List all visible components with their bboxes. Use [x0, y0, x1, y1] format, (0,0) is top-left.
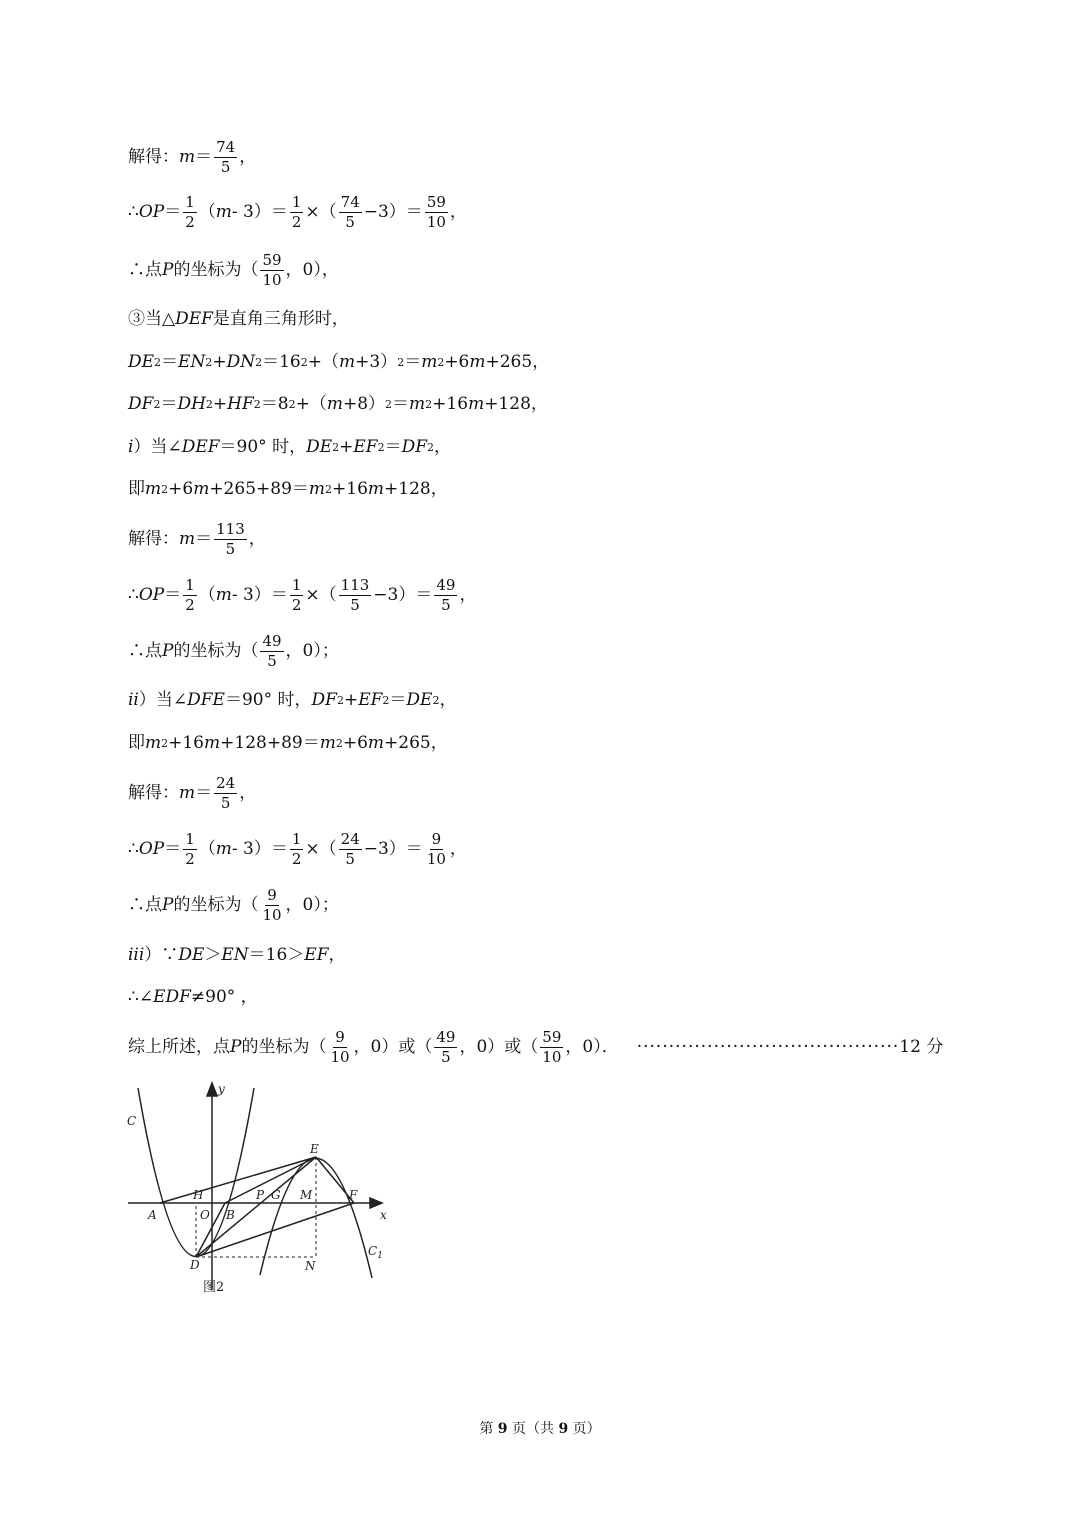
text: ）当∠ — [133, 437, 182, 457]
label-e: E — [310, 1142, 319, 1156]
text: + — [339, 437, 354, 457]
denominator: 2 — [185, 596, 195, 614]
text: ∴ — [128, 585, 139, 605]
label-n: N — [305, 1259, 316, 1273]
roman-numeral: ii — [128, 690, 139, 710]
text: −3）＝ — [373, 585, 433, 605]
text: 即 — [128, 479, 145, 499]
roman-numeral: i — [128, 437, 134, 457]
var: m — [204, 733, 221, 753]
text: ＝ — [392, 394, 410, 414]
text: ， — [328, 945, 346, 965]
label-g: G — [271, 1188, 281, 1202]
text: ＝ — [404, 352, 422, 372]
text: ×（ — [305, 585, 337, 605]
var-p: P — [162, 641, 174, 661]
text: +（ — [307, 352, 339, 372]
numerator: 74 — [340, 193, 360, 211]
text: 是直角三角形时， — [212, 309, 349, 329]
var-op: OP — [138, 202, 165, 222]
numerator: 1 — [291, 576, 302, 594]
denominator: 5 — [441, 596, 451, 614]
numerator: 24 — [340, 830, 360, 848]
text: ， — [459, 585, 477, 605]
text: ＝ — [389, 690, 407, 710]
denominator: 2 — [291, 213, 302, 231]
var-def: DEF — [175, 309, 213, 329]
var: DF — [128, 394, 154, 414]
leader-dots: ········································· — [636, 1037, 900, 1057]
text: ， — [239, 147, 257, 167]
var: DF — [401, 437, 428, 457]
label-p: P — [256, 1188, 265, 1202]
numerator: 49 — [436, 1028, 456, 1046]
var-m: m — [215, 839, 232, 859]
label-a: A — [148, 1208, 157, 1222]
text: +6 — [168, 479, 194, 499]
numerator: 1 — [291, 830, 302, 848]
denominator: 10 — [426, 213, 446, 231]
var: EN — [221, 945, 249, 965]
text: ＝ — [195, 147, 213, 167]
text: ， — [449, 202, 467, 222]
text: ＝90° 时， — [224, 690, 312, 710]
text: ＝ — [164, 839, 182, 859]
var-m: m — [215, 202, 232, 222]
text: 解得： — [128, 147, 179, 167]
de-squared-line: DE 2 ＝ EN 2 + DN 2 ＝16 2 +（ m +3） 2 ＝ m 2 +6 m +265， — [128, 352, 550, 372]
denominator: 10 — [262, 271, 282, 289]
text: ×（ — [305, 202, 337, 222]
text: ≠90° ， — [190, 987, 258, 1007]
text: +（ — [295, 394, 327, 414]
var-m: m — [179, 783, 196, 803]
numerator: 113 — [340, 576, 370, 594]
text: 综上所述，点 — [128, 1037, 230, 1057]
text: 页） — [568, 1421, 601, 1437]
text: ＝16＞ — [248, 945, 305, 965]
text: +16 — [168, 733, 205, 753]
text: ， — [434, 437, 452, 457]
var: DE — [406, 690, 433, 710]
denominator: 5 — [220, 158, 231, 176]
var-op: OP — [138, 839, 165, 859]
var: m — [326, 394, 343, 414]
var: m — [409, 394, 426, 414]
text: +128， — [484, 394, 548, 414]
label-c1-sub: 1 — [377, 1251, 383, 1261]
var-m: m — [179, 529, 196, 549]
text: ＝90° 时， — [219, 437, 307, 457]
var: m — [308, 479, 326, 499]
text: −3）＝ — [363, 839, 423, 859]
text: ，0）， — [285, 260, 339, 280]
label-d: D — [190, 1258, 200, 1272]
text: ×（ — [305, 839, 337, 859]
text: ＝8 — [260, 394, 289, 414]
page-footer — [0, 1418, 1080, 1438]
label-c: C — [127, 1114, 137, 1128]
denominator: 5 — [345, 850, 355, 868]
var: EF — [304, 945, 329, 965]
text: ， — [449, 839, 467, 859]
numerator: 24 — [216, 774, 236, 792]
text: ＝ — [164, 585, 182, 605]
df-squared-line: DF 2 ＝ DH 2 + HF 2 ＝8 2 +（ m +8） 2 ＝ m 2 +16 m +128， — [128, 394, 548, 414]
text: ＝ — [195, 529, 213, 549]
denominator: 2 — [291, 850, 302, 868]
text: 的坐标为（ — [241, 1037, 327, 1057]
label-o: O — [200, 1208, 210, 1222]
text: +6 — [342, 733, 368, 753]
text: +16 — [432, 394, 469, 414]
label-c1 — [368, 1244, 383, 1261]
numerator: 59 — [262, 251, 282, 269]
text: ， — [239, 783, 257, 803]
label-b: B — [226, 1208, 235, 1222]
var-p: P — [162, 260, 174, 280]
text: 的坐标为（ — [173, 895, 259, 915]
var: DE — [128, 352, 155, 372]
text: ，0）． — [565, 1037, 619, 1057]
text: （ — [198, 585, 216, 605]
var-m: m — [215, 585, 232, 605]
text: （ — [198, 839, 216, 859]
var: m — [421, 352, 438, 372]
denominator: 5 — [220, 794, 231, 812]
text: ∴ — [128, 839, 139, 859]
label-x: x — [380, 1208, 387, 1222]
var: DFE — [187, 690, 225, 710]
var: HF — [227, 394, 254, 414]
var: DEF — [181, 437, 220, 457]
denominator: 5 — [267, 652, 277, 670]
numerator: 1 — [185, 830, 195, 848]
var: EDF — [153, 987, 191, 1007]
label-f: F — [349, 1188, 358, 1202]
numerator: 59 — [426, 193, 446, 211]
text: ）当∠ — [138, 690, 188, 710]
numerator: 9 — [335, 1028, 345, 1046]
var: m — [145, 479, 162, 499]
text: ∴点 — [128, 895, 162, 915]
var: DE — [306, 437, 333, 457]
score-label: 12 分 — [899, 1037, 944, 1057]
var: DF — [311, 690, 337, 710]
label-c1-main: C — [368, 1244, 378, 1258]
case-ii-heading: ii ）当∠ DFE ＝90° 时， DF 2 + EF 2 ＝ DE 2 ， — [128, 690, 457, 710]
text: ， — [439, 690, 457, 710]
text: ＝ — [384, 437, 402, 457]
numerator: 1 — [185, 576, 195, 594]
x-axis-arrow — [370, 1198, 382, 1208]
text: +3） — [355, 352, 398, 372]
label-m: M — [300, 1188, 313, 1202]
text: +265， — [384, 733, 448, 753]
text: +265+89＝ — [209, 479, 309, 499]
text: ＝ — [195, 783, 213, 803]
page-number: 9 — [497, 1421, 508, 1437]
text: + — [212, 352, 227, 372]
denominator: 2 — [291, 596, 302, 614]
label-y: y — [218, 1082, 225, 1096]
text: ，0）； — [285, 641, 339, 661]
var: m — [319, 733, 336, 753]
text: ∴点 — [128, 641, 162, 661]
text: +8） — [342, 394, 386, 414]
var: m — [367, 733, 385, 753]
numerator: 1 — [291, 193, 302, 211]
y-axis-arrow — [207, 1083, 217, 1096]
equation-line-i: 即 m 2 +6 m +265+89＝ m 2 +16 m +128， — [128, 479, 448, 499]
denominator: 5 — [350, 596, 360, 614]
text: ， — [248, 529, 266, 549]
denominator: 10 — [330, 1048, 350, 1066]
segment-de — [196, 1157, 316, 1257]
text: −3）＝ — [363, 202, 423, 222]
text: 第 — [479, 1421, 498, 1437]
text: 的坐标为（ — [173, 641, 259, 661]
text: - 3）＝ — [231, 585, 288, 605]
text: + — [343, 690, 359, 710]
numerator: 59 — [542, 1028, 562, 1046]
roman-numeral: iii — [128, 945, 145, 965]
var: m — [339, 352, 356, 372]
label-h: H — [193, 1188, 204, 1202]
var-m: m — [179, 147, 196, 167]
var: m — [468, 394, 485, 414]
denominator: 5 — [345, 213, 355, 231]
denominator: 10 — [262, 906, 282, 924]
text: - 3）＝ — [231, 202, 288, 222]
denominator: 2 — [185, 213, 195, 231]
text: ＝16 — [262, 352, 301, 372]
text: ，0）； — [285, 895, 339, 915]
text: ∴点 — [128, 260, 162, 280]
text: ＞ — [204, 945, 222, 965]
text: ＝ — [164, 202, 182, 222]
var: EF — [353, 437, 378, 457]
var-p: P — [230, 1037, 242, 1057]
text: +128， — [384, 479, 448, 499]
text: 页（共 — [507, 1421, 559, 1437]
text: ，0）或（ — [459, 1037, 539, 1057]
text: （ — [198, 202, 216, 222]
numerator: 113 — [216, 520, 245, 538]
text: +128+89＝ — [220, 733, 320, 753]
var: EN — [178, 352, 206, 372]
text: ∴∠ — [128, 987, 154, 1007]
text: 解得： — [128, 783, 179, 803]
denominator: 10 — [426, 850, 446, 868]
denominator: 5 — [225, 540, 236, 558]
denominator: 2 — [185, 850, 195, 868]
text: ）∵ — [144, 945, 179, 965]
numerator: 49 — [436, 576, 456, 594]
denominator: 10 — [542, 1048, 562, 1066]
numerator: 9 — [267, 886, 277, 904]
text: ③当△ — [128, 309, 176, 329]
var-p: P — [162, 895, 174, 915]
text: ＝ — [161, 352, 179, 372]
var-op: OP — [138, 585, 165, 605]
page-total: 9 — [558, 1421, 569, 1437]
text: +265， — [485, 352, 550, 372]
text: + — [212, 394, 228, 414]
case-i-heading: i ）当∠ DEF ＝90° 时， DE 2 + EF 2 ＝ DF 2 ， — [128, 437, 452, 457]
numerator: 1 — [185, 193, 195, 211]
text: ，0）或（ — [353, 1037, 433, 1057]
text: 即 — [128, 733, 145, 753]
text: 解得： — [128, 529, 179, 549]
numerator: 49 — [262, 632, 282, 650]
var: DH — [177, 394, 206, 414]
text: +6 — [444, 352, 470, 372]
var: DE — [178, 945, 205, 965]
text: 的坐标为（ — [173, 260, 259, 280]
var: m — [469, 352, 486, 372]
figure-caption: 图2 — [203, 1280, 225, 1295]
equation-line-ii: 即 m 2 +16 m +128+89＝ m 2 +6 m +265， — [128, 733, 448, 753]
var: m — [193, 479, 210, 499]
var: DN — [226, 352, 256, 372]
text: ∴ — [128, 202, 139, 222]
text: - 3）＝ — [231, 839, 288, 859]
text: +16 — [332, 479, 368, 499]
numerator: 74 — [216, 138, 236, 156]
var: EF — [358, 690, 383, 710]
denominator: 5 — [441, 1048, 451, 1066]
var: m — [367, 479, 385, 499]
text: ＝ — [160, 394, 178, 414]
numerator: 9 — [431, 830, 442, 848]
var: m — [145, 733, 162, 753]
